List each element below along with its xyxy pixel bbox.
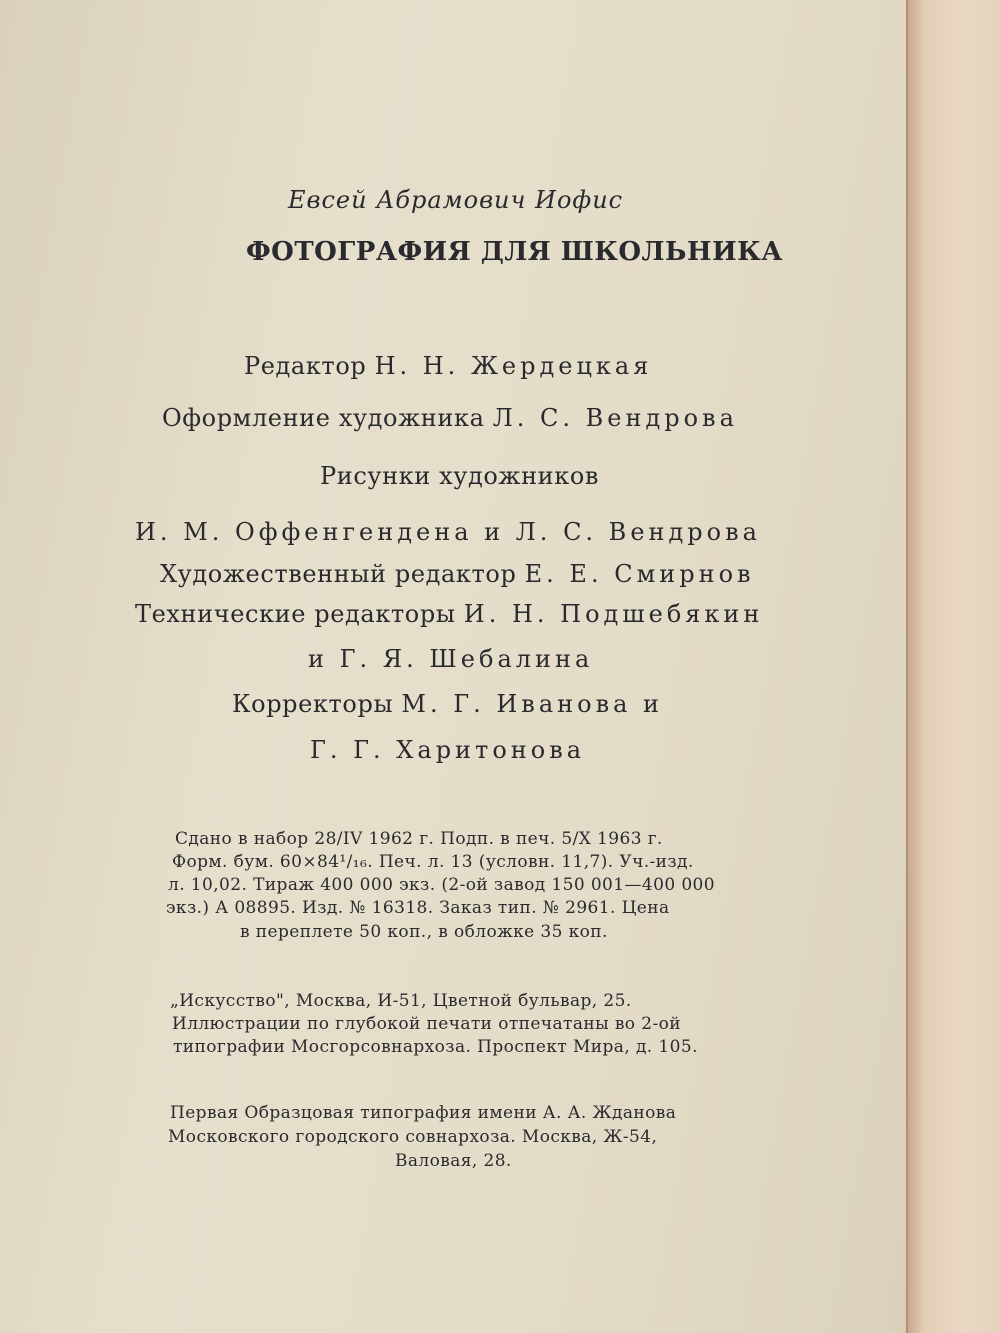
credit-tech-editors-name2: и Г. Я. Шебалина bbox=[308, 645, 594, 673]
credit-correctors-label: Корректоры bbox=[232, 690, 394, 718]
credit-editor-name: Н. Н. Жердецкая bbox=[374, 352, 653, 380]
credit-art-editor bbox=[160, 560, 755, 588]
credit-correctors-name2: Г. Г. Харитонова bbox=[310, 736, 586, 764]
book-title: ФОТОГРАФИЯ ДЛЯ ШКОЛЬНИКА bbox=[246, 237, 783, 267]
credit-editor bbox=[244, 352, 652, 380]
credit-drawings-names-text: И. М. Оффенгендена и Л. С. Вендрова bbox=[135, 518, 761, 546]
credit-art-editor-name: Е. Е. Смирнов bbox=[524, 560, 755, 588]
printer-line: Московского городского совнархоза. Москва, Ж-54, bbox=[168, 1127, 658, 1147]
credit-drawings-names bbox=[135, 518, 761, 546]
imprint-line: экз.) А 08895. Изд. № 16318. Заказ тип. № 2961. Цена bbox=[166, 898, 670, 918]
publisher-line: типографии Мосгорсовнархоза. Проспект Мира, д. 105. bbox=[173, 1037, 698, 1057]
credit-art-editor-label: Художественный редактор bbox=[160, 560, 517, 588]
credit-tech-editors-name1: И. Н. Подшебякин bbox=[463, 600, 764, 628]
imprint-line: Форм. бум. 60×84¹/₁₆. Печ. л. 13 (условн. 11,7). Уч.-изд. bbox=[172, 852, 694, 872]
credit-design bbox=[162, 404, 738, 432]
publisher-line: „Искусство", Москва, И-51, Цветной бульвар, 25. bbox=[170, 991, 632, 1011]
printer-line: Валовая, 28. bbox=[395, 1151, 512, 1171]
credit-drawings-label: Рисунки художников bbox=[320, 462, 600, 490]
credit-design-label: Оформление художника bbox=[162, 404, 485, 432]
credit-tech-editors-label: Технические редакторы bbox=[135, 600, 456, 628]
credit-tech-editors bbox=[135, 600, 763, 628]
credit-tech-editors-second bbox=[308, 645, 593, 673]
publisher-line: Иллюстрации по глубокой печати отпечатаны во 2-ой bbox=[172, 1014, 681, 1034]
imprint-line: Сдано в набор 28/IV 1962 г. Подп. в печ. 5/X 1963 г. bbox=[175, 829, 663, 849]
facing-page-edge bbox=[906, 0, 1000, 1333]
author-name: Евсей Абрамович Иофис bbox=[288, 186, 624, 214]
imprint-line: в переплете 50 коп., в обложке 35 коп. bbox=[240, 922, 608, 942]
imprint-line: л. 10,02. Тираж 400 000 экз. (2-ой завод 150 001—400 000 bbox=[168, 875, 715, 895]
credit-correctors bbox=[232, 690, 663, 718]
printer-line: Первая Образцовая типография имени А. А. Жданова bbox=[170, 1103, 677, 1123]
credit-design-name: Л. С. Вендрова bbox=[492, 404, 738, 432]
credit-correctors-second bbox=[310, 736, 585, 764]
credit-editor-label: Редактор bbox=[244, 352, 367, 380]
credit-correctors-name1: М. Г. Иванова и bbox=[401, 690, 664, 718]
